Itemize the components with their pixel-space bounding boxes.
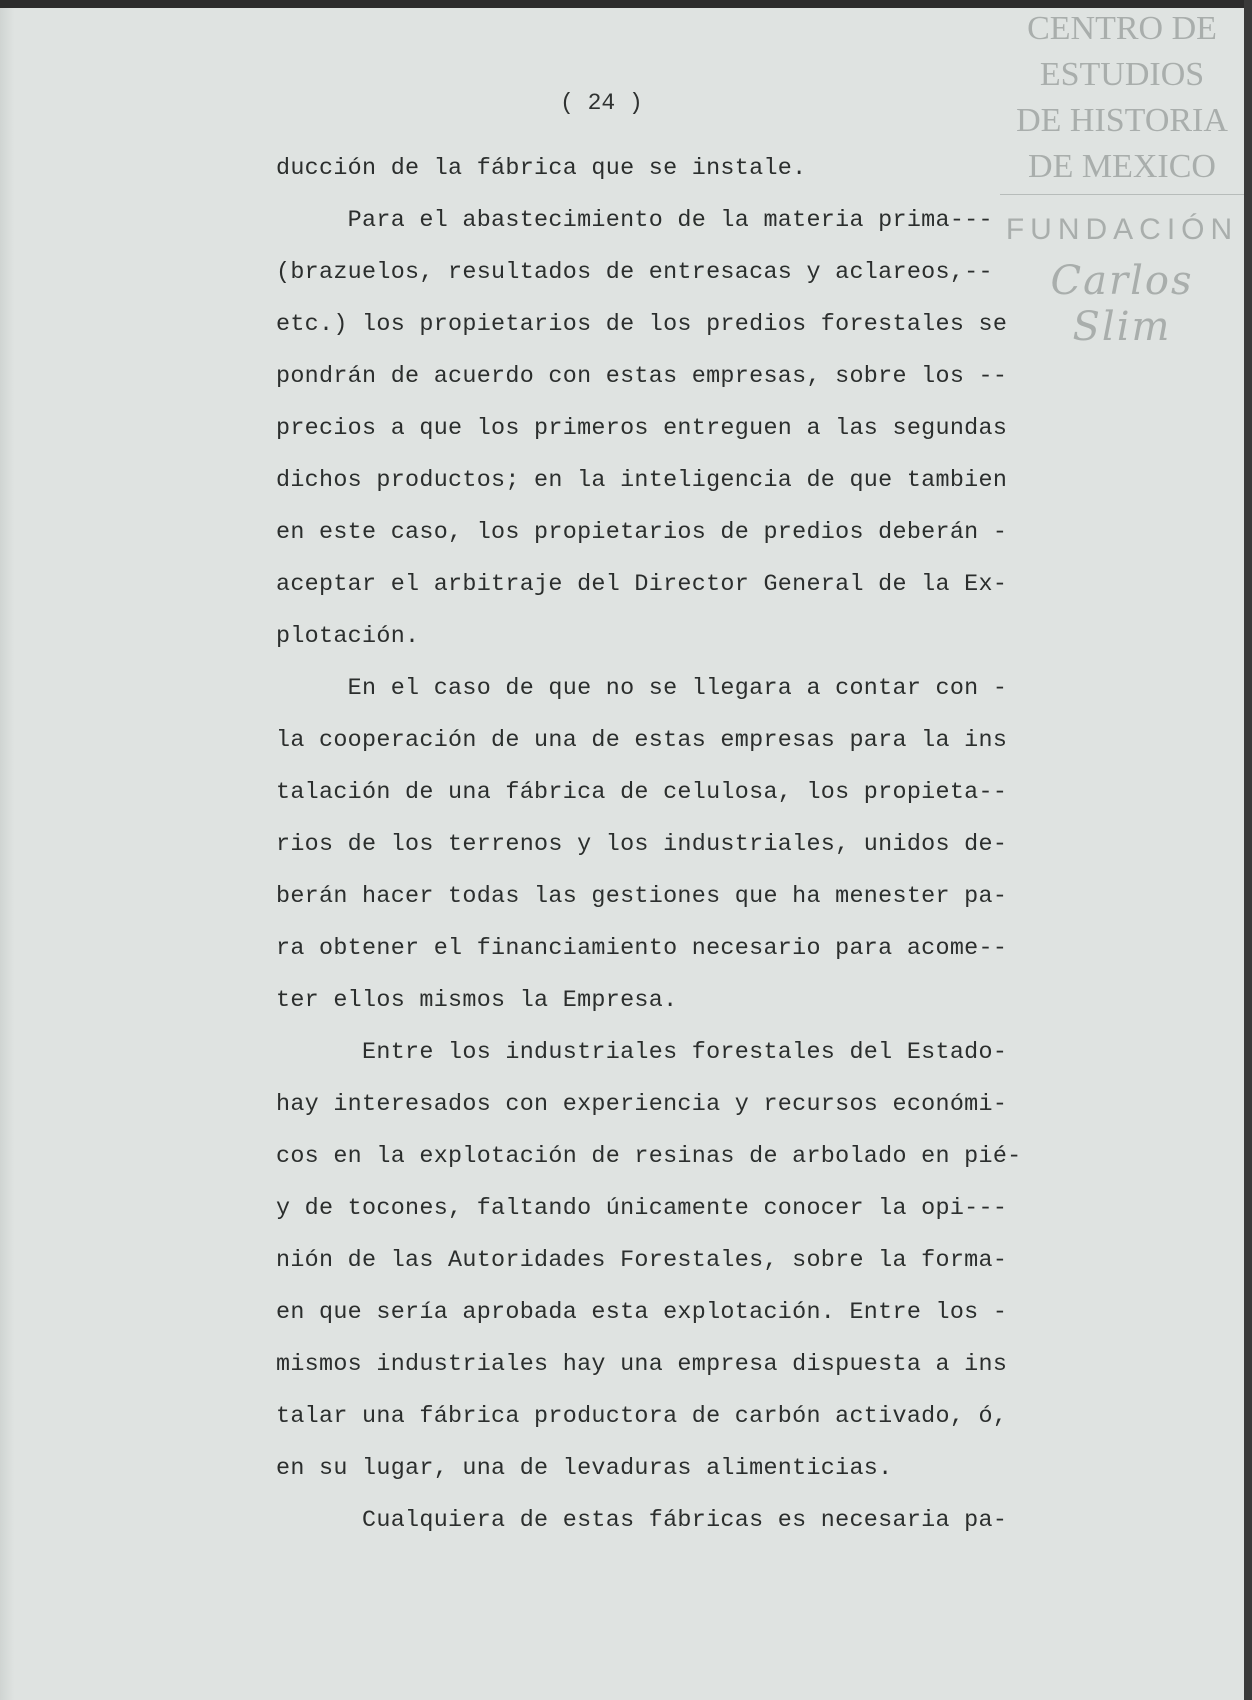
text-line: etc.) los propietarios de los predios forestales se bbox=[276, 312, 1008, 338]
text-line: mismos industriales hay una empresa dispuesta a ins bbox=[276, 1352, 1008, 1378]
text-line: talar una fábrica productora de carbón activado, ó, bbox=[276, 1404, 1008, 1430]
page-number: ( 24 ) bbox=[560, 90, 643, 116]
text-line: berán hacer todas las gestiones que ha menester pa- bbox=[276, 884, 1008, 910]
watermark-signature: Carlos Slim bbox=[1050, 258, 1194, 350]
text-line: aceptar el arbitraje del Director General de la Ex- bbox=[276, 572, 1008, 598]
text-line: en que sería aprobada esta explotación. Entre los - bbox=[276, 1300, 1008, 1326]
body-text bbox=[276, 143, 1096, 1547]
text-line: precios a que los primeros entreguen a las segundas bbox=[276, 416, 1008, 442]
text-line: ra obtener el financiamiento necesario para acome-- bbox=[276, 936, 1008, 962]
text-line: Entre los industriales forestales del Estado- bbox=[276, 1040, 1008, 1066]
text-line: pondrán de acuerdo con estas empresas, sobre los -- bbox=[276, 364, 1008, 390]
text-line: cos en la explotación de resinas de arbolado en pié- bbox=[276, 1144, 1022, 1170]
text-line: Cualquiera de estas fábricas es necesaria pa- bbox=[276, 1508, 1008, 1534]
text-line: ducción de la fábrica que se instale. bbox=[276, 156, 807, 182]
watermark-fundacion: FUNDACIÓN bbox=[1005, 213, 1239, 246]
text-line: (brazuelos, resultados de entresacas y aclareos,-- bbox=[276, 260, 993, 286]
text-line: en su lugar, una de levaduras alimenticias. bbox=[276, 1456, 893, 1482]
scan-right-edge bbox=[1244, 0, 1252, 1700]
text-line: rios de los terrenos y los industriales, unidos de- bbox=[276, 832, 1008, 858]
watermark-line: DE MEXICO bbox=[1028, 148, 1216, 185]
text-line: nión de las Autoridades Forestales, sobre la forma- bbox=[276, 1248, 1008, 1274]
text-line: talación de una fábrica de celulosa, los propieta-- bbox=[276, 780, 1008, 806]
text-line: en este caso, los propietarios de predios deberán - bbox=[276, 520, 1008, 546]
text-line: hay interesados con experiencia y recursos económi- bbox=[276, 1092, 1008, 1118]
watermark-line: ESTUDIOS bbox=[1039, 56, 1205, 93]
watermark-line: CENTRO DE bbox=[1027, 10, 1217, 47]
text-line: dichos productos; en la inteligencia de que tambien bbox=[276, 468, 1008, 494]
scan-left-shadow bbox=[0, 0, 14, 1700]
watermark-line: DE HISTORIA bbox=[1016, 102, 1228, 139]
text-line: Para el abastecimiento de la materia prima--- bbox=[276, 208, 993, 234]
text-line: y de tocones, faltando únicamente conocer la opi--- bbox=[276, 1196, 1008, 1222]
text-line: plotación. bbox=[276, 624, 420, 650]
text-line: En el caso de que no se llegara a contar con - bbox=[276, 676, 1008, 702]
text-line: la cooperación de una de estas empresas para la ins bbox=[276, 728, 1008, 754]
text-line: ter ellos mismos la Empresa. bbox=[276, 988, 678, 1014]
